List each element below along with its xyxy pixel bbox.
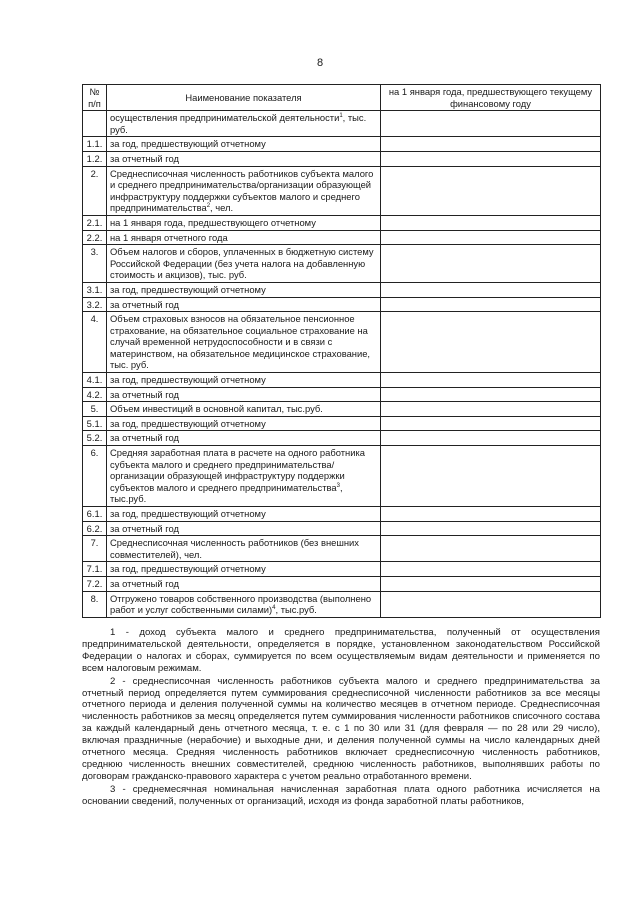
row-number [83,111,107,137]
row-number: 4.2. [83,387,107,402]
row-number: 7.1. [83,562,107,577]
value-cell[interactable] [381,431,601,446]
indicator-text: Объем инвестиций в основной капитал, тыс.руб. [110,403,323,415]
indicator-text: за отчетный год [110,388,179,400]
value-cell[interactable] [381,111,601,137]
row-number: 5.2. [83,431,107,446]
value-cell[interactable] [381,446,601,507]
footnote-ref: 2 [206,203,211,210]
indicator-name [107,591,381,617]
indicator-text: Среднесписочная численность работников (без внешних совместителей), чел. [110,537,359,560]
indicators-table [82,84,601,618]
row-number: 3.2. [83,297,107,312]
row-number: 8. [83,591,107,617]
value-cell[interactable] [381,230,601,245]
row-number: 2. [83,166,107,215]
indicator-unit: , тыс.руб. [275,604,317,616]
table-row [83,151,601,166]
row-number: 1.1. [83,137,107,152]
indicator-text: Средняя заработная плата в расчете на одного работника субъекта малого и среднего предпринимательства/организации образующей инфраструктуру поддержки субъектов малого и среднего предпринимательства [110,447,365,493]
indicator-text: за год, предшествующий отчетному [110,283,266,295]
indicator-text: за год, предшествующий отчетному [110,138,266,150]
value-cell[interactable] [381,245,601,283]
footnotes [82,627,600,808]
indicator-text: за год, предшествующий отчетному [110,508,266,519]
value-cell[interactable] [381,282,601,297]
table-row [83,230,601,245]
indicator-text: осуществления предпринимательской деятельности [110,112,340,124]
table-row [83,166,601,215]
indicator-text: на 1 января года, предшествующего отчетному [110,216,316,228]
table-row [83,446,601,507]
row-number: 7. [83,536,107,562]
indicator-name [107,215,381,230]
table-row [83,282,601,297]
row-number: 3. [83,245,107,283]
value-cell[interactable] [381,373,601,388]
indicator-name [107,282,381,297]
row-number: 2.1. [83,215,107,230]
indicator-text: Отгружено товаров собственного производства (выполнено работ и услуг собственными силами) [110,592,372,616]
footnote-2: 2 - среднесписочная численность работников субъекта малого и среднего предпринимательства за отчетный период определяется путем суммирования среднесписочной численности работников за все месяцы отчетного периода и деления полученной суммы на количество месяцев в отчетном периоде. Среднесписочная численность работников за месяц определяется путем суммирования численности работников списочного состава за каждый календарный день отчетного месяца, т. е. с 1 по 30 или 31 (для февраля — по 28 или 29 число), включая праздничные (нерабочие) и выходные дни, и деления полученной суммы на число календарных дней отчетного месяца. Средняя численность работников включает среднесписочную численность работников, среднюю численность внешних совместителей, среднюю численность работников, выполнявших работы по договорам гражданско-правового характера с учетом реально отработанного времени. [82,675,600,782]
indicator-text: Среднесписочная численность работников субъекта малого и среднего предпринимательства/организации образующей инфраструктуру поддержки субъектов малого и среднего предпринимательства [110,167,374,214]
row-number: 4.1. [83,373,107,388]
table-row [83,416,601,431]
table-row [83,431,601,446]
table-row [83,373,601,388]
value-cell[interactable] [381,137,601,152]
indicator-text: Объем страховых взносов на обязательное пенсионное страхование, на обязательное социальное страхование на случай временной нетрудоспособности и в связи с материнством, на обязательное медицинское страхование, тыс. руб. [110,313,371,371]
footnote-3: 3 - среднемесячная номинальная начисленная заработная плата одного работника исчисляется на основании сведений, полученных от организаций, исходя из фонда заработной платы работников, [82,783,600,807]
row-number: 1.2. [83,151,107,166]
indicator-text: за отчетный год [110,152,179,164]
indicator-text: Объем налогов и сборов, уплаченных в бюджетную систему Российской Федерации (без учета налога на добавленную стоимость и акцизов), тыс. руб. [110,246,374,281]
table-row [83,402,601,417]
row-number: 6. [83,446,107,507]
indicator-unit: , тыс. руб. [110,112,367,135]
value-cell[interactable] [381,536,601,562]
indicator-name [107,387,381,402]
footnote-ref: 4 [272,605,276,612]
value-cell[interactable] [381,402,601,417]
indicator-text: на 1 января отчетного года [110,231,228,243]
footnote-ref: 1 [339,113,343,120]
value-cell[interactable] [381,576,601,591]
indicator-name [107,416,381,431]
footnote-ref: 3 [336,482,340,489]
value-cell[interactable] [381,312,601,373]
table-row [83,245,601,283]
header-indicator-name: Наименование показателя [107,85,381,111]
indicator-name [107,166,381,215]
value-cell[interactable] [381,215,601,230]
table-row [83,576,601,591]
indicator-name [107,446,381,507]
table-row [83,215,601,230]
table-row [83,562,601,577]
table-body [83,111,601,618]
row-number: 7.2. [83,576,107,591]
value-cell[interactable] [381,297,601,312]
indicator-text: за год, предшествующий отчетному [110,417,266,429]
row-number: 4. [83,312,107,373]
row-number: 6.2. [83,521,107,536]
indicator-text: за отчетный год [110,298,179,310]
table-row [83,297,601,312]
value-cell[interactable] [381,416,601,431]
indicator-name [107,137,381,152]
indicator-name [107,576,381,591]
row-number: 2.2. [83,230,107,245]
value-cell[interactable] [381,507,601,522]
value-cell[interactable] [381,521,601,536]
indicator-unit: , тыс.руб. [110,481,343,505]
value-cell[interactable] [381,151,601,166]
table-row [83,507,601,522]
indicator-name [107,245,381,283]
indicator-text: за отчетный год [110,522,179,534]
table-row [83,111,601,137]
value-cell[interactable] [381,591,601,617]
indicator-text: за год, предшествующий отчетному [110,374,266,386]
indicator-name [107,312,381,373]
row-number: 3.1. [83,282,107,297]
table-row [83,312,601,373]
table-row [83,137,601,152]
row-number: 5. [83,402,107,417]
indicator-name [107,562,381,577]
value-cell[interactable] [381,387,601,402]
header-number: № п/п [83,85,107,111]
header-value: на 1 января года, предшествующего текущему финансовому году [381,85,601,111]
table-header-row [83,85,601,111]
indicator-name [107,521,381,536]
indicator-name [107,151,381,166]
indicator-name [107,507,381,522]
table-row [83,521,601,536]
value-cell[interactable] [381,166,601,215]
indicator-name [107,297,381,312]
indicator-text: за год, предшествующий отчетному [110,563,266,575]
indicator-name [107,111,381,137]
indicator-text: за отчетный год [110,432,179,444]
table-row [83,536,601,562]
indicator-name [107,536,381,562]
row-number: 6.1. [83,507,107,522]
indicator-name [107,373,381,388]
value-cell[interactable] [381,562,601,577]
page-number: 8 [316,57,324,69]
table-row [83,387,601,402]
indicator-name [107,431,381,446]
indicator-name [107,402,381,417]
indicator-text: за отчетный год [110,577,179,589]
indicator-unit: , чел. [210,202,234,214]
row-number: 5.1. [83,416,107,431]
table-row [83,591,601,617]
indicator-name [107,230,381,245]
footnote-1: 1 - доход субъекта малого и среднего предпринимательства, полученный от осуществления предпринимательской деятельности, определяется в порядке, установленном законодательством Российской Федерации о налогах и сборах, суммируется по всем осуществляемым видам деятельности и применяется по всем налоговым режимам. [82,627,600,674]
